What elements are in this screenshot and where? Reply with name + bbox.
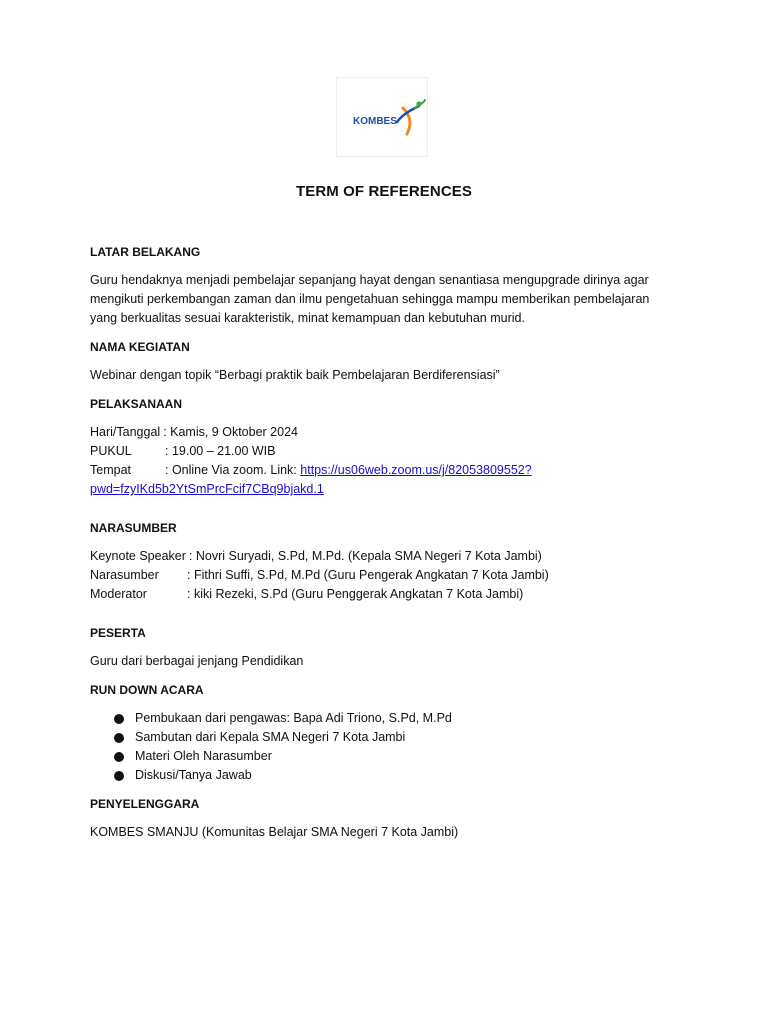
document-title: TERM OF REFERENCES bbox=[296, 183, 472, 200]
list-item bbox=[114, 747, 680, 766]
zoom-link-line-1[interactable]: https://us06web.zoom.us/j/82053809552? bbox=[300, 463, 532, 477]
tempat-label: Tempat bbox=[90, 463, 131, 477]
latar-belakang-line-1: Guru hendaknya menjadi pembelajar sepanjang hayat dengan senantiasa mengupgrade dirinya agar bbox=[90, 273, 649, 287]
rundown-item-text: Pembukaan dari pengawas: Bapa Adi Triono, S.Pd, M.Pd bbox=[135, 711, 452, 725]
bullet-icon bbox=[114, 714, 124, 724]
narasumber-label: Narasumber bbox=[90, 568, 159, 582]
hari-value: : Kamis, 9 Oktober 2024 bbox=[163, 425, 298, 439]
pelaksanaan-pukul-row bbox=[90, 442, 680, 461]
moderator-value: : kiki Rezeki, S.Pd (Guru Penggerak Angkatan 7 Kota Jambi) bbox=[187, 587, 524, 601]
heading-nama-kegiatan: NAMA KEGIATAN bbox=[90, 340, 190, 354]
heading-pelaksanaan: PELAKSANAAN bbox=[90, 397, 183, 411]
list-item bbox=[114, 709, 680, 728]
pelaksanaan-hari-row bbox=[90, 423, 680, 442]
latar-belakang-line-2: mengikuti perkembangan zaman dan ilmu pengetahuan sehingga mampu memberikan pembelajaran bbox=[90, 292, 650, 306]
heading-latar-belakang: LATAR BELAKANG bbox=[90, 245, 201, 259]
moderator-row bbox=[90, 585, 680, 604]
hari-label: Hari/Tanggal bbox=[90, 425, 161, 439]
rundown-item-text: Sambutan dari Kepala SMA Negeri 7 Kota Jambi bbox=[135, 730, 406, 744]
heading-rundown: RUN DOWN ACARA bbox=[90, 683, 204, 697]
penyelenggara-text: KOMBES SMANJU (Komunitas Belajar SMA Negeri 7 Kota Jambi) bbox=[90, 825, 459, 839]
document-body bbox=[90, 243, 680, 842]
rundown-item-text: Diskusi/Tanya Jawab bbox=[135, 768, 252, 782]
nama-kegiatan-text: Webinar dengan topik “Berbagi praktik baik Pembelajaran Berdiferensiasi” bbox=[90, 368, 500, 382]
keynote-label: Keynote Speaker bbox=[90, 549, 186, 563]
pukul-label: PUKUL bbox=[90, 444, 132, 458]
logo-wordmark: KOMBES bbox=[353, 116, 397, 127]
zoom-link-line-2[interactable]: pwd=fzyIKd5b2YtSmPrcFcif7CBq9bjakd.1 bbox=[90, 482, 324, 496]
pukul-value: : 19.00 – 21.00 WIB bbox=[165, 444, 276, 458]
narasumber-row bbox=[90, 566, 680, 585]
kombes-logo-graphic bbox=[337, 78, 427, 156]
narasumber-value: : Fithri Suffi, S.Pd, M.Pd (Guru Pengerak Angkatan 7 Kota Jambi) bbox=[187, 568, 549, 582]
keynote-speaker-row bbox=[90, 547, 680, 566]
kombes-logo bbox=[336, 77, 428, 157]
list-item bbox=[114, 766, 680, 785]
bullet-icon bbox=[114, 733, 124, 743]
list-item bbox=[114, 728, 680, 747]
rundown-list bbox=[90, 709, 680, 785]
heading-narasumber: NARASUMBER bbox=[90, 521, 177, 535]
heading-penyelenggara: PENYELENGGARA bbox=[90, 797, 200, 811]
tempat-value: : Online Via zoom. Link: bbox=[165, 463, 301, 477]
bullet-icon bbox=[114, 752, 124, 762]
moderator-label: Moderator bbox=[90, 587, 147, 601]
peserta-text: Guru dari berbagai jenjang Pendidikan bbox=[90, 654, 304, 668]
rundown-item-text: Materi Oleh Narasumber bbox=[135, 749, 272, 763]
latar-belakang-text bbox=[90, 271, 680, 328]
keynote-value: : Novri Suryadi, S.Pd, M.Pd. (Kepala SMA Negeri 7 Kota Jambi) bbox=[188, 549, 542, 563]
bullet-icon bbox=[114, 771, 124, 781]
latar-belakang-line-3: yang berkualitas sesuai karakteristik, minat kemampuan dan kebutuhan murid. bbox=[90, 311, 525, 325]
pelaksanaan-tempat-row bbox=[90, 461, 680, 480]
heading-peserta: PESERTA bbox=[90, 626, 146, 640]
